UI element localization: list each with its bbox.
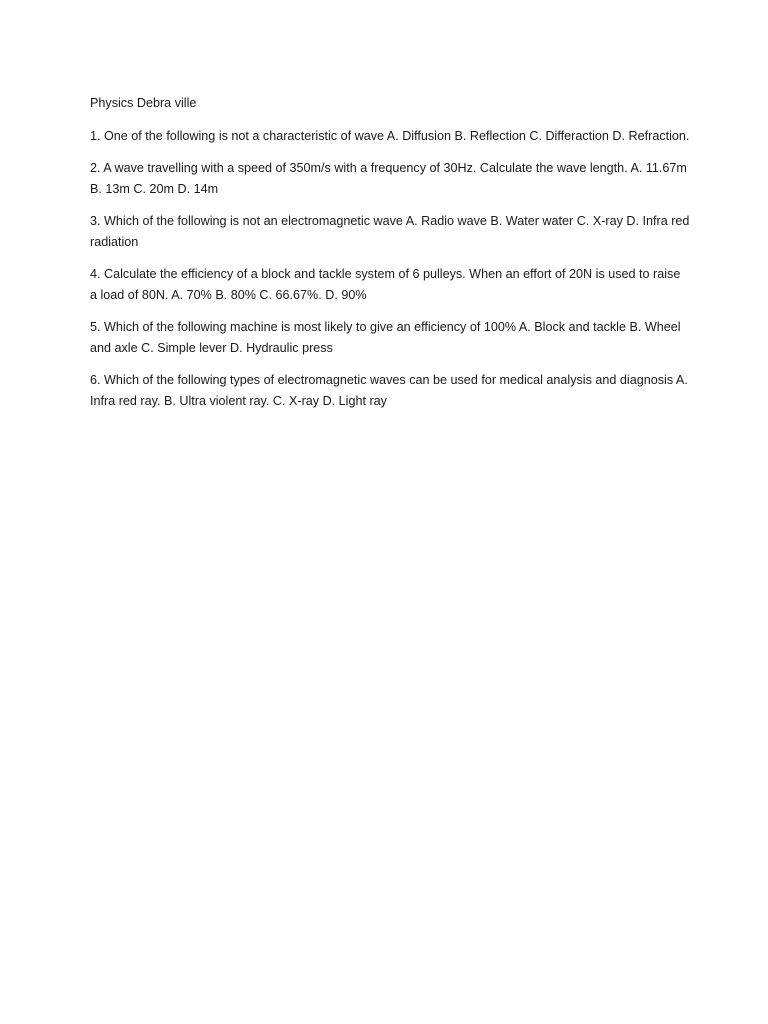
question-3: 3. Which of the following is not an electromagnetic wave A. Radio wave B. Water water C. X-ray D. Infra red radiation xyxy=(90,214,690,249)
document-body xyxy=(90,93,690,423)
question-4: 4. Calculate the efficiency of a block and tackle system of 6 pulleys. When an effort of 20N is used to raise a load of 80N. A. 70% B. 80% C. 66.67%. D. 90% xyxy=(90,267,681,302)
question-1: 1. One of the following is not a characteristic of wave A. Diffusion B. Reflection C. Differaction D. Refraction. xyxy=(90,128,690,143)
question-6: 6. Which of the following types of electromagnetic waves can be used for medical analysis and diagnosis A. Infra red ray. B. Ultra violent ray. C. X-ray D. Light ray xyxy=(90,373,688,408)
question-5: 5. Which of the following machine is most likely to give an efficiency of 100% A. Block and tackle B. Wheel and axle C. Simple lever D. Hydraulic press xyxy=(90,320,681,355)
question-2: 2. A wave travelling with a speed of 350m/s with a frequency of 30Hz. Calculate the wave length. A. 11.67m B. 13m C. 20m D. 14m xyxy=(90,161,687,196)
document-title: Physics Debra ville xyxy=(90,96,197,110)
